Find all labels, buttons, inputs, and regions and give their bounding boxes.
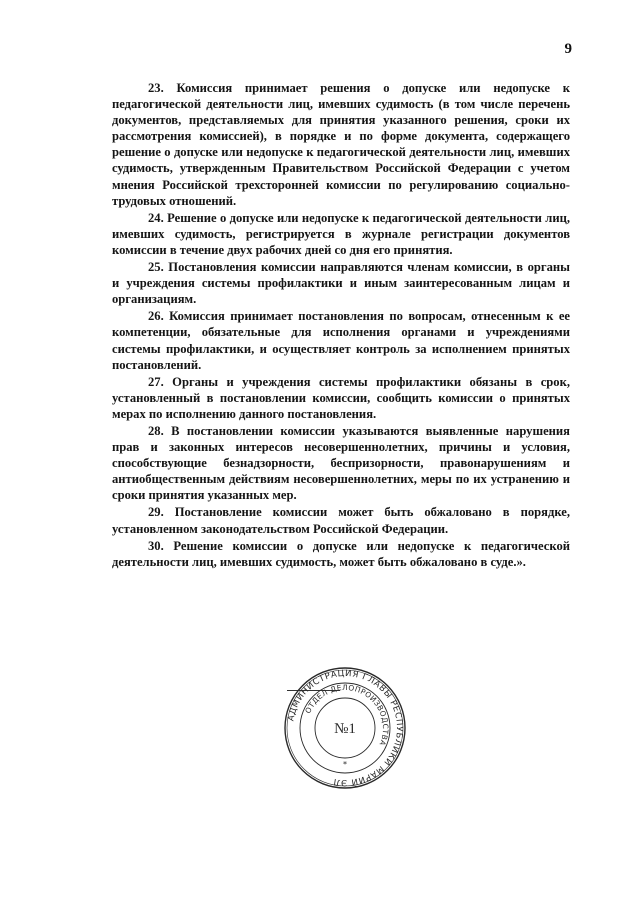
paragraph-27: 27. Органы и учреждения системы профилактики обязаны в срок, установленный в постановлении комиссии, сообщить комиссии о принятых мерах по исполнению данного постановления.	[112, 374, 570, 421]
seal-center-number: №1	[334, 721, 356, 737]
page-number: 9	[564, 41, 572, 57]
paragraph-23: 23. Комиссия принимает решения о допуске или недопуске к педагогической деятельности лиц, имевших судимость (в том числе перечень документов, представляемых для принятия указанного решения, сроки их рассмотрения комиссией), в порядке и по форме документа, содержащего решение о допуске или недопуске к педагогической деятельности лиц, имевших судимость, утвержденным Правительством Российской Федерации с учетом мнения Российской трехсторонней комиссии по регулированию социально-трудовых отношений.	[112, 81, 570, 208]
seal-outer-text: АДМИНИСТРАЦИЯ ГЛАВЫ РЕСПУБЛИКИ МАРИЙ ЭЛ	[286, 668, 405, 788]
paragraph-24: 24. Решение о допуске или недопуске к педагогической деятельности лиц, имевших судимость, регистрируется в журнале регистрации документов комиссии в течение двух рабочих дней со дня его принятия.	[112, 210, 570, 257]
paragraph-30: 30. Решение комиссии о допуске или недопуске к педагогической деятельности лиц, имевших судимость, может быть обжаловано в суде.».	[112, 538, 570, 569]
paragraph-28: 28. В постановлении комиссии указываются выявленные нарушения прав и законных интересов несовершеннолетних, причины и условия, способствующие безнадзорности, беспризорности, правонарушениям и антиобщественным действиям несовершеннолетних, меры по их устранению и сроки принятия указанных мер.	[112, 423, 570, 503]
paragraph-26: 26. Комиссия принимает постановления по вопросам, отнесенным к ее компетенции, обязательные для исполнения органами и учреждениями системы профилактики, и осуществляет контроль за исполнением принятых постановлений.	[112, 309, 570, 372]
seal-star-icon: *	[343, 760, 347, 769]
document-body	[112, 80, 570, 571]
paragraph-25: 25. Постановления комиссии направляются членам комиссии, в органы и учреждения системы профилактики и иным заинтересованным лицам и организациям.	[112, 260, 570, 307]
paragraph-29: 29. Постановление комиссии может быть обжаловано в порядке, установленном законодательством Российской Федерации.	[112, 505, 570, 536]
official-seal-stamp	[283, 666, 407, 790]
seal-inner-text: ОТДЕЛ ДЕЛОПРОИЗВОДСТВА	[303, 682, 391, 748]
